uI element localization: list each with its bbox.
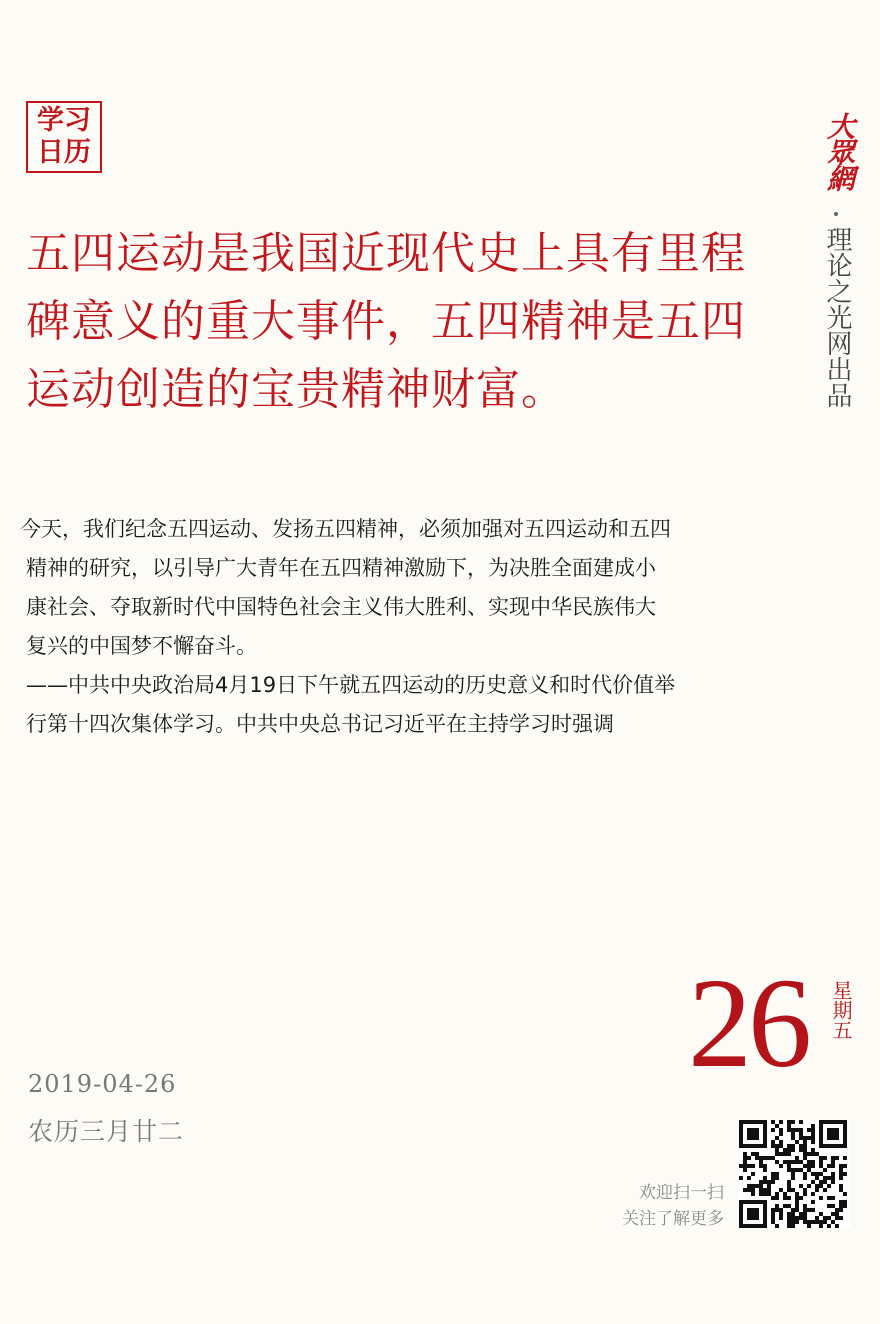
- quote-line-text: 精神的研究，以引导广大青年在五四精神激励下，为决胜全面建成小: [26, 556, 656, 580]
- scan-prompt-line-2: 关注了解更多: [622, 1209, 724, 1229]
- headline: 五四运动是我国近现代史上具有里程碑意义的重大事件，五四精神是五四运动创造的宝贵精神财富。: [26, 228, 746, 415]
- brand-tagline: 理论之光网出品: [822, 226, 852, 408]
- quote-source-line: 行第十四次集体学习。中共中央总书记习近平在主持学习时强调: [26, 712, 614, 736]
- quote-line-text: 复兴的中国梦不懈奋斗。: [26, 634, 257, 658]
- lunar-date: 农历三月廿二: [28, 1117, 185, 1146]
- weekday: 星期五: [829, 980, 853, 1040]
- scan-prompt: [608, 1180, 724, 1232]
- quote-line: [20, 549, 746, 588]
- brand-logo: 大眾網: [823, 112, 856, 190]
- quote-block: [20, 510, 746, 744]
- quote-line: [20, 588, 746, 627]
- gregorian-date: 2019-04-26: [28, 1070, 177, 1098]
- scan-prompt-line-1: 欢迎扫一扫: [639, 1183, 724, 1203]
- quote-line: [20, 627, 746, 666]
- day-number: 26: [688, 952, 808, 1094]
- brand-separator-dot: [834, 212, 838, 216]
- stamp-line-1: 学习: [37, 105, 91, 136]
- quote-line-text: 康社会、夺取新时代中国特色社会主义伟大胜利、实现中华民族伟大: [26, 595, 656, 619]
- quote-line: 今天，我们纪念五四运动、发扬五四精神，必须加强对五四运动和五四: [20, 517, 671, 541]
- quote-source-line: ——中共中央政治局4月19日下午就五四运动的历史意义和时代价值举: [26, 673, 676, 697]
- study-calendar-stamp: [26, 101, 102, 173]
- stamp-line-2: 日历: [37, 137, 91, 168]
- qr-code-icon: [739, 1120, 851, 1228]
